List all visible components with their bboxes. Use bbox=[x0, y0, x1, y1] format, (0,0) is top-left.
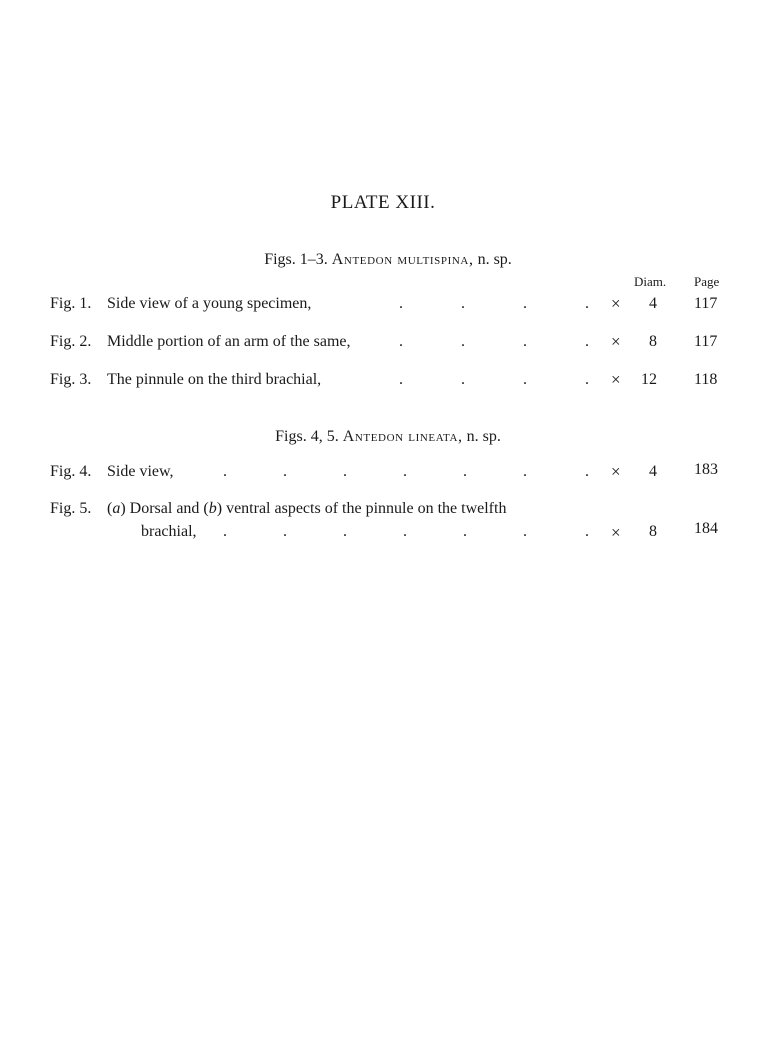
group-heading-1 bbox=[0, 251, 776, 269]
figure-description: Side view of a young specimen, bbox=[107, 295, 312, 312]
magnification-sign: × bbox=[611, 523, 621, 542]
group-heading-2 bbox=[0, 428, 776, 446]
magnification-sign: × bbox=[611, 370, 621, 389]
diameter-value: 8 bbox=[649, 333, 657, 350]
figure-description-line-1: (a) Dorsal and (b) ventral aspects of the pinnule on the twelfth bbox=[107, 500, 507, 517]
diameter-value: 12 bbox=[641, 371, 657, 388]
plate-title: PLATE XIII. bbox=[330, 192, 436, 213]
column-header-diam: Diam. bbox=[634, 274, 667, 289]
diameter-value: 4 bbox=[649, 295, 657, 312]
group-heading-prefix: Figs. 4, 5. bbox=[275, 428, 339, 445]
magnification-sign: × bbox=[611, 462, 621, 481]
diameter-value: 8 bbox=[649, 523, 657, 540]
page-number: 117 bbox=[694, 295, 718, 312]
group-heading-prefix: Figs. 1–3. bbox=[264, 251, 328, 268]
page-number: 184 bbox=[694, 520, 718, 537]
diameter-value: 4 bbox=[649, 463, 657, 480]
figure-label: Fig. 1. bbox=[50, 295, 92, 312]
species-name: Antedon lineata, bbox=[342, 428, 463, 445]
group-heading-suffix: n. sp. bbox=[466, 428, 501, 445]
figure-label: Fig. 3. bbox=[50, 371, 92, 388]
column-header-page: Page bbox=[694, 274, 720, 289]
figure-description: Side view, bbox=[107, 463, 174, 480]
magnification-sign: × bbox=[611, 294, 621, 313]
figure-label: Fig. 4. bbox=[50, 463, 92, 480]
species-name: Antedon multispina, bbox=[331, 251, 474, 268]
page-number: 183 bbox=[694, 461, 718, 478]
page-number: 118 bbox=[694, 371, 718, 388]
figure-label: Fig. 5. bbox=[50, 500, 92, 517]
figure-description: Middle portion of an arm of the same, bbox=[107, 333, 351, 350]
group-heading-suffix: n. sp. bbox=[477, 251, 512, 268]
figure-description: The pinnule on the third brachial, bbox=[107, 371, 322, 388]
figure-description-line-2: brachial, bbox=[141, 523, 197, 540]
magnification-sign: × bbox=[611, 332, 621, 351]
page-number: 117 bbox=[694, 333, 718, 350]
figure-label: Fig. 2. bbox=[50, 333, 92, 350]
